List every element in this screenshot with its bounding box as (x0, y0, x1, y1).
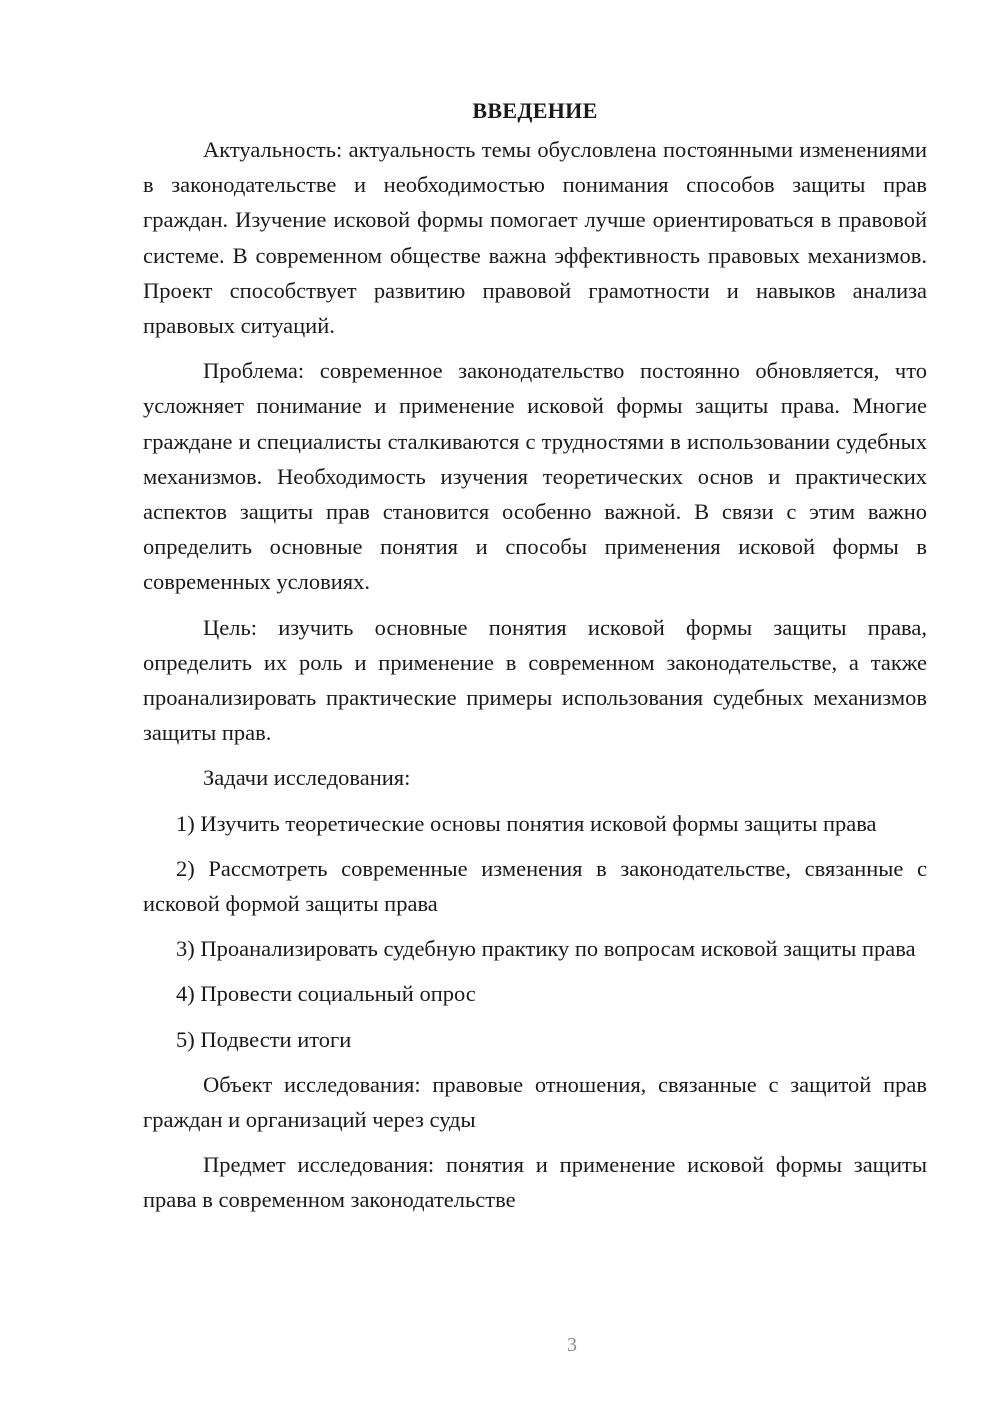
task-item-5: 5) Подвести итоги (176, 1026, 352, 1052)
tasks-title: Задачи исследования: (203, 765, 411, 791)
problem-paragraph: Проблема: современное законодательство постоянно обновляется, что усложняет понимание и применение исковой формы защиты права. Многие граждане и специалисты сталкиваются с трудностями в использовании судебных механизмов. Необходимость изучения теоретических основ и практических аспектов защиты прав становится особенно важной. В связи с этим важно определить основные понятия и способы применения исковой формы в современных условиях. (143, 358, 927, 595)
page-content (143, 95, 927, 1228)
section-heading: ВВЕДЕНИЕ (472, 98, 598, 123)
task-item-4: 4) Провести социальный опрос (176, 981, 476, 1007)
relevance-paragraph: Актуальность: актуальность темы обусловлена постоянными изменениями в законодательстве и необходимостью понимания способов защиты прав граждан. Изучение исковой формы помогает лучше ориентироваться в правовой системе. В современном обществе важна эффективность правовых механизмов. Проект способствует развитию правовой грамотности и навыков анализа правовых ситуаций. (143, 137, 927, 339)
task-item-2: 2) Рассмотреть современные изменения в законодательстве, связанные с исковой формой защиты права (143, 855, 927, 917)
goal-paragraph: Цель: изучить основные понятия исковой формы защиты права, определить их роль и применение в современном законодательстве, а также проанализировать практические примеры использования судебных механизмов защиты прав. (143, 614, 927, 746)
page-number: 3 (567, 1334, 577, 1356)
task-item-1: 1) Изучить теоретические основы понятия исковой формы защиты права (176, 810, 877, 836)
task-item-3: 3) Проанализировать судебную практику по вопросам исковой защиты права (176, 936, 916, 962)
object-paragraph: Объект исследования: правовые отношения, связанные с защитой прав граждан и организаций через суды (143, 1071, 927, 1133)
subject-paragraph: Предмет исследования: понятия и применение исковой формы защиты права в современном законодательстве (143, 1152, 927, 1213)
